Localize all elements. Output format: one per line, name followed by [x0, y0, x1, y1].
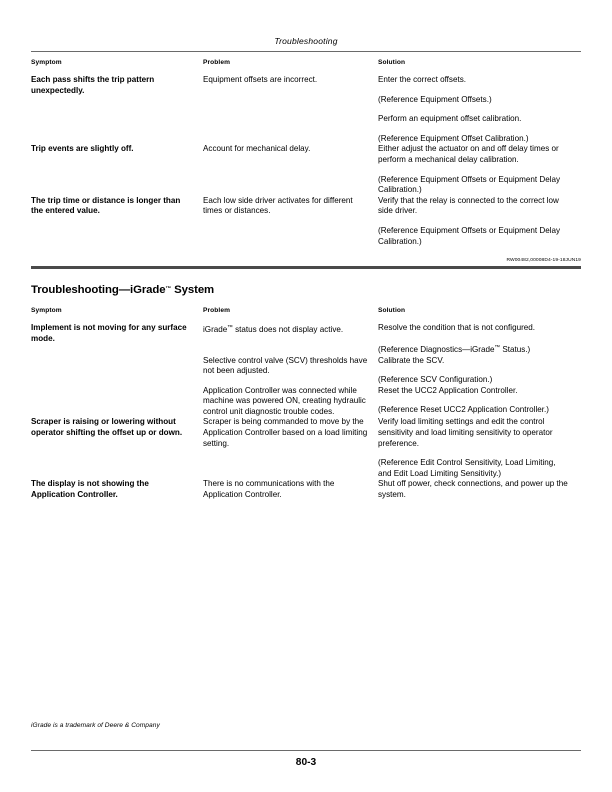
column-header-symptom: Symptom: [31, 59, 62, 66]
running-header: Troubleshooting: [274, 36, 338, 46]
cell-solution: [378, 196, 581, 247]
solution-item: Calibrate the SCV.: [378, 355, 445, 365]
page-content: [31, 36, 581, 501]
cell-solution: [378, 356, 581, 386]
troubleshooting-table-1: [31, 52, 581, 247]
solution-item: (Reference Edit Control Sensitivity, Load Limiting, and Edit Load Limiting Sensitivity.): [378, 458, 556, 478]
solution-item: Verify load limiting settings and edit the control sensitivity and load limiting sensitivity to operator preference.: [378, 417, 553, 448]
section-heading-igrade-system: [31, 269, 581, 300]
table-row: [31, 144, 581, 195]
page-number: 80-3: [295, 757, 317, 768]
cell-symptom: [31, 386, 203, 418]
trademark-icon: ™: [494, 344, 501, 351]
cell-problem: Application Controller was connected while machine was powered ON, creating hydraulic control unit diagnostic trouble codes.: [203, 385, 366, 416]
table-header-row: [31, 300, 581, 323]
document-id-table-1: RW00482,00008D4-19-18JUN19: [506, 258, 581, 264]
solution-item: Reset the UCC2 Application Controller.: [378, 385, 518, 395]
column-header-problem: Problem: [203, 59, 231, 66]
table-header-row: [31, 52, 581, 75]
solution-item: (Reference Equipment Offsets or Equipment Delay Calibration.): [378, 174, 561, 195]
solution-ref-part1: (Reference Diagnostics—iGrade: [378, 344, 495, 354]
solution-item: Shut off power, check connections, and power up the system.: [378, 479, 568, 500]
column-header-problem: Problem: [203, 307, 231, 315]
solution-item: (Reference Reset UCC2 Application Controller.): [378, 405, 549, 415]
table-row: [31, 479, 581, 500]
solution-item: [378, 343, 571, 356]
trademark-icon: ™: [165, 285, 172, 292]
cell-solution: [378, 144, 581, 195]
cell-solution: [378, 479, 581, 500]
cell-problem: Selective control valve (SCV) thresholds have not been adjusted.: [203, 355, 368, 376]
cell-problem: Equipment offsets are incorrect.: [203, 75, 318, 84]
cell-solution: [378, 323, 581, 355]
solution-item: Verify that the relay is connected to the correct low side driver.: [378, 195, 559, 216]
cell-symptom: The trip time or distance is longer than the entered value.: [31, 195, 181, 216]
solution-item: (Reference Equipment Offset Calibration.): [378, 133, 529, 143]
trademark-icon: ™: [227, 325, 233, 332]
cell-symptom: Implement is not moving for any surface mode.: [31, 323, 187, 343]
cell-solution: [378, 386, 581, 418]
cell-solution: [378, 75, 581, 144]
table-row: [31, 386, 581, 418]
problem-text-part1: iGrade: [203, 325, 228, 335]
page-footer: [31, 750, 581, 768]
cell-symptom: Scraper is raising or lowering without operator shifting the offset up or down.: [31, 417, 183, 438]
table-row: [31, 75, 581, 144]
cell-symptom: [31, 356, 203, 386]
trademark-footnote: iGrade is a trademark of Deere & Company: [31, 722, 160, 729]
table-row: [31, 417, 581, 479]
section-heading-text-part1: Troubleshooting—iGrade: [31, 284, 166, 297]
table-row: [31, 196, 581, 247]
cell-problem: [203, 323, 378, 355]
column-header-solution: Solution: [378, 59, 406, 66]
solution-item: Perform an equipment offset calibration.: [378, 114, 522, 124]
troubleshooting-table-2: [31, 300, 581, 501]
solution-ref-part2: Status.): [500, 344, 531, 354]
solution-item: (Reference Equipment Offsets or Equipment Delay Calibration.): [378, 225, 561, 246]
solution-item: Either adjust the actuator on and off delay times or perform a mechanical delay calibration.: [378, 144, 559, 164]
table-row: [31, 356, 581, 386]
cell-problem: Account for mechanical delay.: [203, 144, 311, 154]
section-heading-text-part2: System: [171, 284, 215, 297]
cell-symptom: The display is not showing the Application Controller.: [31, 479, 149, 500]
column-header-solution: Solution: [378, 307, 406, 315]
solution-item: (Reference Equipment Offsets.): [378, 94, 492, 104]
table-row: [31, 323, 581, 355]
problem-text-part2: status does not display active.: [232, 325, 344, 335]
cell-symptom: Each pass shifts the trip pattern unexpectedly.: [31, 75, 155, 95]
cell-problem: Scraper is being commanded to move by the Application Controller based on a load limiting setting.: [203, 417, 368, 448]
solution-item: Enter the correct offsets.: [378, 75, 467, 84]
cell-symptom: Trip events are slightly off.: [31, 144, 134, 154]
column-header-symptom: Symptom: [31, 307, 62, 315]
solution-item: (Reference SCV Configuration.): [378, 375, 493, 385]
cell-solution: [378, 417, 581, 479]
cell-problem: There is no communications with the Application Controller.: [203, 479, 335, 500]
cell-problem: Each low side driver activates for different times or distances.: [203, 195, 353, 216]
solution-item: Resolve the condition that is not configured.: [378, 323, 536, 333]
